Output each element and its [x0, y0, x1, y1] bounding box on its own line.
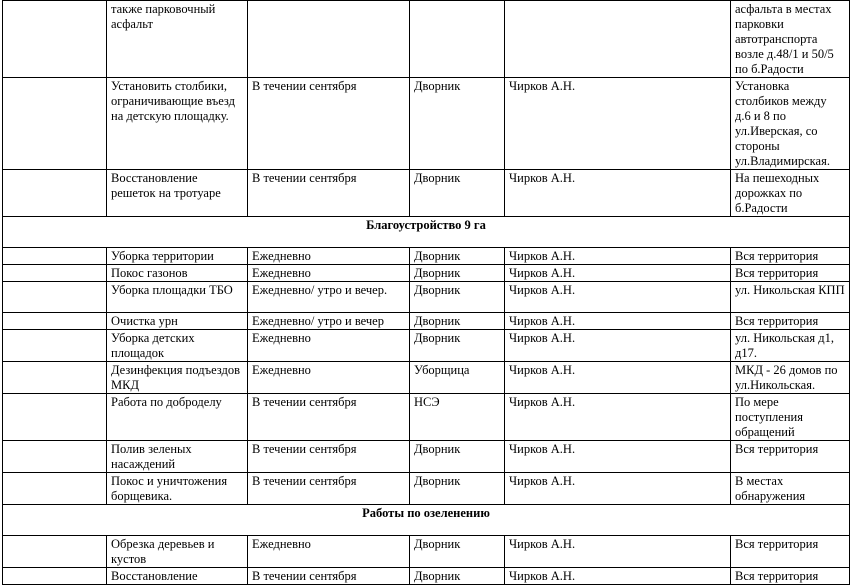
task-cell: Уборка площадки ТБО	[107, 282, 248, 313]
responsible-cell: Чирков А.Н.	[505, 441, 731, 473]
executor-cell: Дворник	[410, 248, 505, 265]
location-cell: Вся территория	[731, 265, 850, 282]
location-cell: Установка столбиков между д.6 и 8 по ул.Иверская, со стороны ул.Владимирская.	[731, 78, 850, 170]
responsible-cell: Чирков А.Н.	[505, 473, 731, 505]
location-cell: ул. Никольская КПП	[731, 282, 850, 313]
empty-cell	[3, 248, 107, 265]
section-title: Благоустройство 9 га	[3, 217, 850, 248]
period-cell: Ежедневно	[248, 248, 410, 265]
executor-cell: Дворник	[410, 282, 505, 313]
work-plan-body	[3, 1, 850, 585]
executor-cell: Дворник	[410, 473, 505, 505]
work-plan-table	[2, 0, 850, 585]
responsible-cell: Чирков А.Н.	[505, 394, 731, 441]
responsible-cell: Чирков А.Н.	[505, 282, 731, 313]
table-row	[3, 248, 850, 265]
location-cell: ул. Никольская д1, д17.	[731, 330, 850, 362]
table-row	[3, 473, 850, 505]
responsible-cell: Чирков А.Н.	[505, 265, 731, 282]
table-row	[3, 330, 850, 362]
table-row	[3, 170, 850, 217]
executor-cell: Дворник	[410, 536, 505, 568]
period-cell: В течении сентября	[248, 394, 410, 441]
location-cell: Вся территория	[731, 313, 850, 330]
period-cell: Ежедневно/ утро и вечер	[248, 313, 410, 330]
task-cell: Покос и уничтожения борщевика.	[107, 473, 248, 505]
task-cell: Полив зеленых насаждений	[107, 441, 248, 473]
table-row	[3, 1, 850, 78]
table-row	[3, 265, 850, 282]
table-row	[3, 441, 850, 473]
task-cell: Очистка урн	[107, 313, 248, 330]
location-cell: По мере поступления обращений	[731, 394, 850, 441]
task-cell: Уборка детских площадок	[107, 330, 248, 362]
empty-cell	[3, 1, 107, 78]
section-header-row	[3, 217, 850, 248]
executor-cell: Дворник	[410, 170, 505, 217]
location-cell: МКД - 26 домов по ул.Никольская.	[731, 362, 850, 394]
task-cell: Покос газонов	[107, 265, 248, 282]
executor-cell: Дворник	[410, 330, 505, 362]
period-cell: В течении сентября	[248, 568, 410, 585]
section-title: Работы по озеленению	[3, 505, 850, 536]
responsible-cell: Чирков А.Н.	[505, 170, 731, 217]
responsible-cell: Чирков А.Н.	[505, 362, 731, 394]
empty-cell	[3, 473, 107, 505]
period-cell: Ежедневно/ утро и вечер.	[248, 282, 410, 313]
task-cell: Уборка территории	[107, 248, 248, 265]
responsible-cell: Чирков А.Н.	[505, 78, 731, 170]
period-cell: В течении сентября	[248, 473, 410, 505]
empty-cell	[3, 282, 107, 313]
executor-cell: Дворник	[410, 78, 505, 170]
table-row	[3, 568, 850, 585]
empty-cell	[3, 313, 107, 330]
executor-cell: Дворник	[410, 265, 505, 282]
table-row	[3, 536, 850, 568]
table-row	[3, 78, 850, 170]
period-cell: Ежедневно	[248, 536, 410, 568]
empty-cell	[3, 536, 107, 568]
period-cell: Ежедневно	[248, 330, 410, 362]
task-cell: Дезинфекция подъездов МКД	[107, 362, 248, 394]
empty-cell	[3, 362, 107, 394]
location-cell: Вся территория	[731, 536, 850, 568]
period-cell	[248, 1, 410, 78]
section-header-row	[3, 505, 850, 536]
table-row	[3, 394, 850, 441]
executor-cell: Дворник	[410, 441, 505, 473]
responsible-cell: Чирков А.Н.	[505, 330, 731, 362]
location-cell: Вся территория	[731, 441, 850, 473]
empty-cell	[3, 394, 107, 441]
responsible-cell: Чирков А.Н.	[505, 536, 731, 568]
location-cell: асфальта в местах парковки автотранспорта возле д.48/1 и 50/5 по б.Радости	[731, 1, 850, 78]
empty-cell	[3, 170, 107, 217]
executor-cell: Дворник	[410, 313, 505, 330]
period-cell: Ежедневно	[248, 265, 410, 282]
period-cell: В течении сентября	[248, 441, 410, 473]
task-cell: Восстановление	[107, 568, 248, 585]
executor-cell: Дворник	[410, 568, 505, 585]
task-cell: также парковочный асфальт	[107, 1, 248, 78]
period-cell: Ежедневно	[248, 362, 410, 394]
empty-cell	[3, 568, 107, 585]
responsible-cell: Чирков А.Н.	[505, 248, 731, 265]
table-row	[3, 313, 850, 330]
empty-cell	[3, 330, 107, 362]
empty-cell	[3, 78, 107, 170]
responsible-cell: Чирков А.Н.	[505, 313, 731, 330]
location-cell: На пешеходных дорожках по б.Радости	[731, 170, 850, 217]
period-cell: В течении сентября	[248, 170, 410, 217]
period-cell: В течении сентября	[248, 78, 410, 170]
location-cell: В местах обнаружения	[731, 473, 850, 505]
responsible-cell: Чирков А.Н.	[505, 568, 731, 585]
task-cell: Восстановление решеток на тротуаре	[107, 170, 248, 217]
location-cell: Вся территория	[731, 568, 850, 585]
empty-cell	[3, 441, 107, 473]
task-cell: Работа по доброделу	[107, 394, 248, 441]
executor-cell: НСЭ	[410, 394, 505, 441]
executor-cell	[410, 1, 505, 78]
location-cell: Вся территория	[731, 248, 850, 265]
responsible-cell	[505, 1, 731, 78]
task-cell: Установить столбики, ограничивающие въезд на детскую площадку.	[107, 78, 248, 170]
table-row	[3, 362, 850, 394]
empty-cell	[3, 265, 107, 282]
table-row	[3, 282, 850, 313]
task-cell: Обрезка деревьев и кустов	[107, 536, 248, 568]
executor-cell: Уборщица	[410, 362, 505, 394]
